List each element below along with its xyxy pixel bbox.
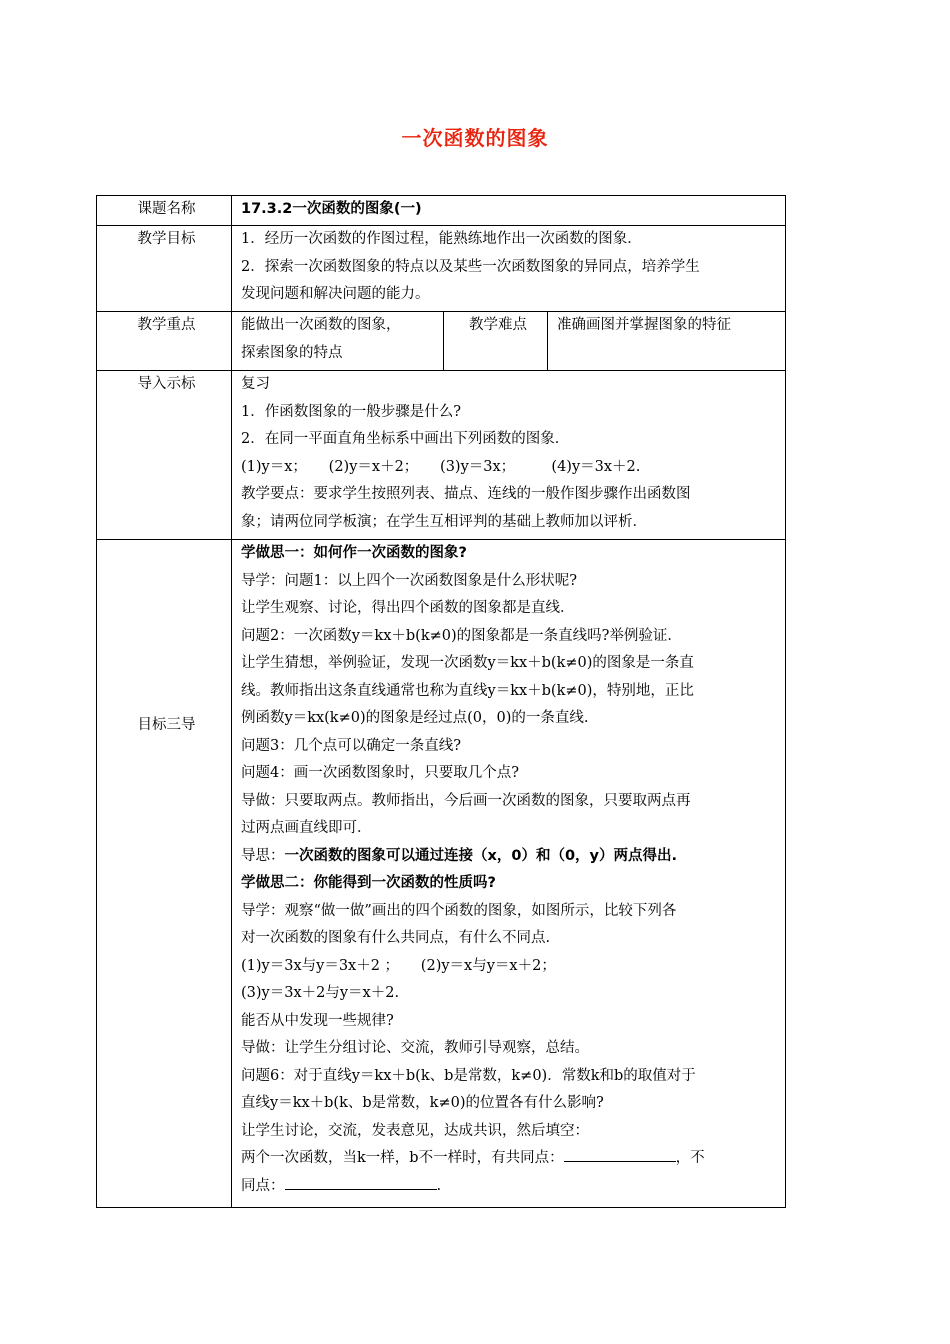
section-heading-1: 学做思一：如何作一次函数的图象? — [241, 545, 467, 561]
guide-line: 例函数y＝kx(k≠0)的图象是经过点(0，0)的一条直线. — [241, 710, 589, 726]
guide-line: 问题2：一次函数y＝kx＋b(k≠0)的图象都是一条直线吗?举例验证． — [241, 627, 682, 644]
intro-line: 象；请两位同学板演；在学生互相评判的基础上教师加以评析． — [241, 513, 647, 530]
guide-line: 问题4：画一次函数图象时，只要取几个点? — [241, 765, 519, 781]
guide-line: 对一次函数的图象有什么共同点，有什么不同点. — [241, 930, 551, 946]
lesson-title-label: 课题名称 — [97, 196, 232, 226]
objective-line: 1．经历一次函数的作图过程，能熟练地作出一次函数的图象． — [241, 231, 642, 247]
guide-line: 过两点画直线即可． — [241, 820, 372, 836]
common-point-blank[interactable] — [564, 1145, 676, 1162]
intro-line: 1．作函数图象的一般步骤是什么? — [241, 403, 461, 420]
page-title: 一次函数的图象 — [401, 126, 549, 150]
guide-label: 目标三导 — [97, 540, 232, 1208]
objectives-label: 教学目标 — [97, 226, 232, 312]
difficulty-content: 准确画图并掌握图象的特征 — [548, 312, 786, 371]
daosi-prefix: 导思： — [241, 847, 285, 864]
intro-line: 2．在同一平面直角坐标系中画出下列函数的图象． — [241, 431, 570, 447]
intro-line: 复习 — [241, 376, 270, 392]
focus-line: 探索图象的特点 — [241, 344, 343, 361]
guide-line: (3)y＝3x＋2与y＝x＋2. — [241, 985, 400, 1001]
row-focus — [97, 312, 786, 371]
guide-content — [232, 540, 786, 1208]
daosi-line — [241, 843, 781, 871]
row-lesson-title — [97, 196, 786, 226]
objective-line: 2．探索一次函数图象的特点以及某些一次函数图象的异同点，培养学生 — [241, 258, 700, 275]
difference-blank[interactable] — [285, 1173, 437, 1190]
focus-label: 教学重点 — [97, 312, 232, 371]
guide-line: 问题3：几个点可以确定一条直线? — [241, 737, 461, 754]
row-intro — [97, 371, 786, 540]
focus-content — [232, 312, 444, 371]
guide-line: 问题6：对于直线y＝kx＋b(k、b是常数，k≠0)．常数k和b的取值对于 — [241, 1067, 696, 1084]
daosi-conclusion: 一次函数的图象可以通过连接（x，0）和（0，y）两点得出. — [284, 847, 677, 864]
focus-line: 能做出一次函数的图象， — [241, 317, 401, 333]
guide-line: 线。教师指出这条直线通常也称为直线y＝kx＋b(k≠0)，特别地，正比 — [241, 682, 694, 699]
row-guide — [97, 540, 786, 1208]
guide-line: 导做：只要取两点。教师指出，今后画一次函数的图象，只要取两点再 — [241, 792, 691, 809]
intro-line: 教学要点：要求学生按照列表、描点、连线的一般作图步骤作出函数图 — [241, 486, 691, 502]
intro-label: 导入示标 — [97, 371, 232, 540]
guide-line: 能否从中发现一些规律? — [241, 1012, 394, 1029]
guide-line: 让学生讨论，交流，发表意见，达成共识，然后填空： — [241, 1122, 589, 1139]
guide-line: 导学：观察“做一做”画出的四个函数的图象，如图所示，比较下列各 — [241, 902, 677, 919]
guide-line: 直线y＝kx＋b(k、b是常数，k≠0)的位置各有什么影响? — [241, 1095, 604, 1111]
fill-line-1 — [241, 1145, 781, 1173]
objectives-content — [232, 226, 786, 312]
fill1-prefix: 两个一次函数，当k一样，b不一样时，有共同点： — [241, 1150, 564, 1166]
section-heading-2: 学做思二：你能得到一次函数的性质吗? — [241, 875, 496, 891]
fill1-suffix: ，不 — [675, 1150, 705, 1166]
intro-content — [232, 371, 786, 540]
objective-line: 发现问题和解决问题的能力。 — [241, 286, 430, 302]
intro-line: (1)y＝x； (2)y＝x＋2； (3)y＝3x； (4)y＝3x＋2. — [241, 458, 641, 475]
lesson-title-value: 17.3.2一次函数的图象(一) — [232, 196, 786, 226]
lesson-plan-table — [96, 195, 786, 1208]
difficulty-label: 教学难点 — [444, 312, 548, 371]
row-objectives — [97, 226, 786, 312]
fill-line-2 — [241, 1173, 781, 1201]
guide-line: 导学：问题1：以上四个一次函数图象是什么形状呢? — [241, 572, 577, 589]
guide-line: 让学生观察、讨论，得出四个函数的图象都是直线． — [241, 600, 575, 616]
guide-line: (1)y＝3x与y＝3x＋2 ； (2)y＝x与y＝x＋2； — [241, 957, 556, 974]
guide-line: 让学生猜想，举例验证，发现一次函数y＝kx＋b(k≠0)的图象是一条直 — [241, 655, 694, 671]
fill2-suffix: . — [436, 1177, 442, 1194]
guide-line: 导做：让学生分组讨论、交流，教师引导观察，总结。 — [241, 1040, 589, 1056]
fill2-prefix: 同点： — [241, 1177, 285, 1194]
